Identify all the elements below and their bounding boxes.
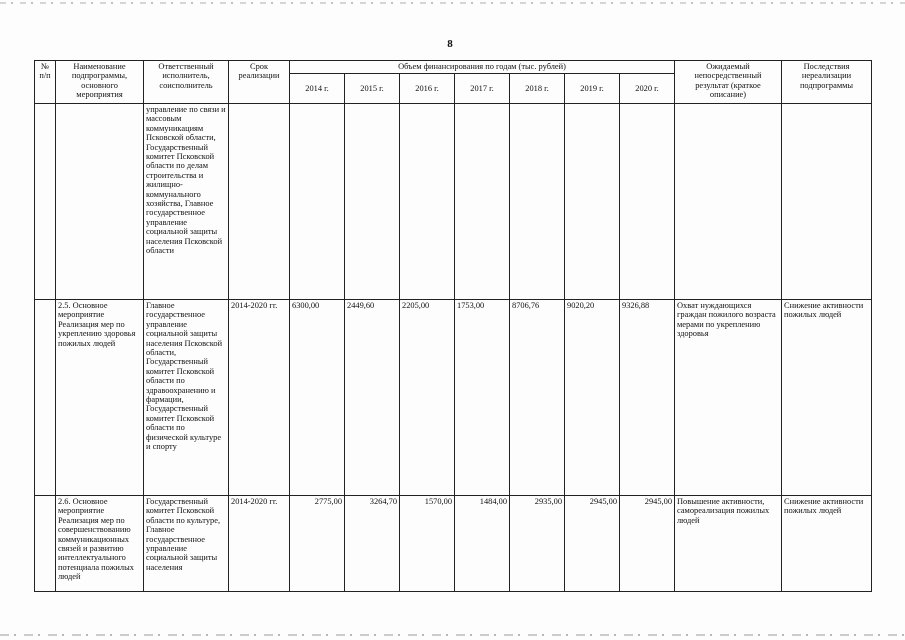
cell-no [35,496,56,592]
header-year-2018: 2018 г. [510,74,565,104]
cell-no [35,104,56,300]
header-year-2016: 2016 г. [400,74,455,104]
table-row [35,496,872,592]
table-row [35,104,872,300]
header-col-name: Наименование подпрограммы, основного мероприятия [56,61,144,104]
header-col-consequences: Последствия нереализации подпрограммы [782,61,872,104]
cell-term: 2014-2020 гг. [229,300,290,496]
cell-value-2014 [290,104,345,300]
cell-value-2017 [455,104,510,300]
cell-value-2018 [510,104,565,300]
cell-value-2017: 1484,00 [455,496,510,592]
scan-edge-top [0,2,905,4]
cell-consequences: Снижение активности пожилых людей [782,300,872,496]
cell-value-2020 [620,104,675,300]
cell-consequences: Снижение активности пожилых людей [782,496,872,592]
cell-value-2014: 2775,00 [290,496,345,592]
cell-term [229,104,290,300]
cell-term: 2014-2020 гг. [229,496,290,592]
cell-consequences [782,104,872,300]
header-col-no: № п/п [35,61,56,104]
cell-responsible: Главное государственное управление социальной защиты населения Псковской области, Государственный комитет Псковской области по здравоохранению и фармации, Государственный комитет Псковской области по физической культуре и спорту [144,300,229,496]
cell-value-2015 [345,104,400,300]
cell-responsible: управление по связи и массовым коммуникациям Псковской области, Государственный комитет Псковской области по делам строительства и жилищно-коммунального хозяйства, Главное государственное управление социальной защиты населения Псковской области [144,104,229,300]
funding-table [34,60,872,592]
cell-value-2018: 2935,00 [510,496,565,592]
header-year-2014: 2014 г. [290,74,345,104]
header-year-2019: 2019 г. [565,74,620,104]
cell-value-2017: 1753,00 [455,300,510,496]
header-year-2020: 2020 г. [620,74,675,104]
cell-name [56,104,144,300]
header-col-responsible: Ответственный исполнитель, соисполнитель [144,61,229,104]
cell-no [35,300,56,496]
cell-value-2019 [565,104,620,300]
scan-edge-bottom [0,634,905,636]
cell-value-2020: 2945,00 [620,496,675,592]
cell-responsible: Государственный комитет Псковской области по культуре, Главное государственное управление социальной защиты населения [144,496,229,592]
cell-value-2014: 6300,00 [290,300,345,496]
header-year-2017: 2017 г. [455,74,510,104]
header-col-term: Срок реализации [229,61,290,104]
cell-value-2019: 9020,20 [565,300,620,496]
cell-value-2018: 8706,76 [510,300,565,496]
cell-name: 2.5. Основное мероприятие Реализация мер по укреплению здоровья пожилых людей [56,300,144,496]
cell-result: Охват нуждающихся граждан пожилого возраста мерами по укреплению здоровья [675,300,782,496]
cell-result [675,104,782,300]
cell-value-2015: 2449,60 [345,300,400,496]
page-number: 8 [447,38,453,50]
cell-value-2015: 3264,70 [345,496,400,592]
cell-value-2020: 9326,88 [620,300,675,496]
cell-value-2016: 1570,00 [400,496,455,592]
cell-result: Повышение активности, самореализация пожилых людей [675,496,782,592]
table-row [35,300,872,496]
cell-value-2016: 2205,00 [400,300,455,496]
header-col-result: Ожидаемый непосредственный результат (краткое описание) [675,61,782,104]
header-year-2015: 2015 г. [345,74,400,104]
header-col-funding: Объем финансирования по годам (тыс. рублей) [290,61,675,74]
cell-name: 2.6. Основное мероприятие Реализация мер по совершенствованию коммуникационных связей и развитию интеллектуального потенциала пожилых людей [56,496,144,592]
cell-value-2016 [400,104,455,300]
cell-value-2019: 2945,00 [565,496,620,592]
